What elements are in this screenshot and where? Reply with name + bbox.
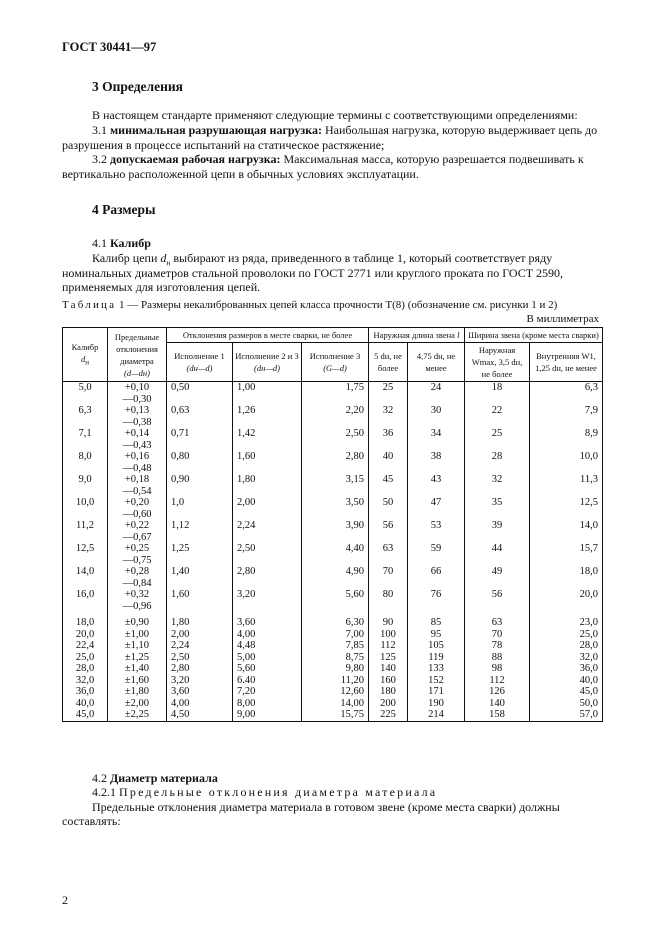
table-cell: 49 bbox=[465, 566, 530, 589]
table-cell: 2,80 bbox=[302, 451, 369, 474]
table-cell: 1,42 bbox=[233, 428, 302, 451]
table-cell: 6,3 bbox=[63, 405, 108, 428]
table-row bbox=[63, 497, 603, 509]
table-cell: 40 bbox=[369, 451, 408, 474]
table-cell: 5,60 bbox=[233, 663, 302, 675]
table-cell: 0,50 bbox=[167, 382, 233, 406]
table-cell: 18 bbox=[465, 382, 530, 406]
table-cell: 2,00 bbox=[167, 629, 233, 641]
col-header-ver3: Исполнение 3 (G—d) bbox=[302, 343, 369, 382]
table-row bbox=[63, 474, 603, 486]
table-cell: 45,0 bbox=[63, 709, 108, 721]
table-cell: 5,0 bbox=[63, 382, 108, 406]
table-cell: 0,80 bbox=[167, 451, 233, 474]
table-cell: 3,20 bbox=[167, 675, 233, 687]
table-cell: 119 bbox=[408, 652, 465, 664]
table-cell: 7,85 bbox=[302, 640, 369, 652]
table-cell: 12,5 bbox=[63, 543, 108, 566]
col-header-caliber: Калибр $d_н$ bbox=[63, 328, 108, 382]
table-row bbox=[63, 543, 603, 555]
table-cell: 36,0 bbox=[530, 663, 603, 675]
table-cell: 9,00 bbox=[233, 709, 302, 721]
table-cell: 18,0 bbox=[63, 617, 108, 629]
table-row bbox=[63, 428, 603, 440]
table-cell: 95 bbox=[408, 629, 465, 641]
col-header-ver1: Исполнение 1 (dн—d) bbox=[167, 343, 233, 382]
table-cell: 25 bbox=[369, 382, 408, 406]
table-cell: 98 bbox=[465, 663, 530, 675]
table-cell: 25,0 bbox=[63, 652, 108, 664]
table-cell: 47 bbox=[408, 497, 465, 520]
table-cell: 6,3 bbox=[530, 382, 603, 406]
table-cell: —0,38 bbox=[108, 417, 167, 429]
table-cell: 20,0 bbox=[530, 589, 603, 612]
table-cell: 7,1 bbox=[63, 428, 108, 451]
diameter-paragraph-line2: составлять: bbox=[62, 814, 121, 828]
definition-text: Наибольшая нагрузка, которую выдерживает цепь до bbox=[324, 123, 598, 137]
table-cell: 45,0 bbox=[530, 686, 603, 698]
table-cell: 20,0 bbox=[63, 629, 108, 641]
table-cell: 2,50 bbox=[302, 428, 369, 451]
table-cell: 1,12 bbox=[167, 520, 233, 543]
table-cell: ±1,00 bbox=[108, 629, 167, 641]
table-cell: 28 bbox=[465, 451, 530, 474]
table-cell: 15,75 bbox=[302, 709, 369, 721]
table-cell: 88 bbox=[465, 652, 530, 664]
table-caption-text: 1 — Размеры некалиброванных цепей класса прочности Т(8) (обозначение см. рисунки 1 и 2) bbox=[118, 299, 558, 311]
table-row bbox=[63, 698, 603, 710]
table-units: В миллиметрах bbox=[526, 313, 599, 325]
diameter-paragraph-line1: Предельные отклонения диаметра материала в готовом звене (кроме места сварки) должны bbox=[92, 800, 560, 814]
table-cell: 1,75 bbox=[302, 382, 369, 406]
table-cell: ±1,60 bbox=[108, 675, 167, 687]
table-cell: +0,14 bbox=[108, 428, 167, 440]
table-cell: 4,00 bbox=[233, 629, 302, 641]
table-cell: 8,00 bbox=[233, 698, 302, 710]
table-cell: 2,80 bbox=[167, 663, 233, 675]
table-cell: 4,48 bbox=[233, 640, 302, 652]
table-cell: 34 bbox=[408, 428, 465, 451]
table-row bbox=[63, 675, 603, 687]
table-cell: 1,40 bbox=[167, 566, 233, 589]
table-cell: 25,0 bbox=[530, 629, 603, 641]
table-cell: 32,0 bbox=[63, 675, 108, 687]
table-cell: +0,25 bbox=[108, 543, 167, 555]
table-cell: 11,3 bbox=[530, 474, 603, 497]
table-cell: 105 bbox=[408, 640, 465, 652]
table-cell: 2,24 bbox=[233, 520, 302, 543]
table-cell: 50,0 bbox=[530, 698, 603, 710]
table-cell: —0,75 bbox=[108, 555, 167, 567]
table-cell: 112 bbox=[465, 675, 530, 687]
definition-term: допускаемая рабочая нагрузка: bbox=[110, 152, 281, 166]
table-cell: 180 bbox=[369, 686, 408, 698]
table-cell: 32 bbox=[369, 405, 408, 428]
table-cell: 3,60 bbox=[167, 686, 233, 698]
table-cell: 14,0 bbox=[63, 566, 108, 589]
table-cell: —0,96 bbox=[108, 601, 167, 613]
col-header-len475: 4,75 dн, не менее bbox=[408, 343, 465, 382]
table-cell: 14,0 bbox=[530, 520, 603, 543]
table-cell: 36 bbox=[369, 428, 408, 451]
table-cell: 214 bbox=[408, 709, 465, 721]
table-cell: +0,32 bbox=[108, 589, 167, 601]
table-row bbox=[63, 451, 603, 463]
col-header-weld: Отклонения размеров в месте сварки, не более bbox=[167, 328, 369, 343]
definition-3-2 bbox=[92, 152, 598, 167]
table-cell: 32 bbox=[465, 474, 530, 497]
table-cell: 3,60 bbox=[233, 617, 302, 629]
table-cell: 16,0 bbox=[63, 589, 108, 612]
table-cell: 4,50 bbox=[167, 709, 233, 721]
table-cell: 90 bbox=[369, 617, 408, 629]
table-cell: 9,0 bbox=[63, 474, 108, 497]
table-row bbox=[63, 629, 603, 641]
table-cell: 66 bbox=[408, 566, 465, 589]
table-cell: 8,75 bbox=[302, 652, 369, 664]
table-cell: 9,80 bbox=[302, 663, 369, 675]
table-cell: 22 bbox=[465, 405, 530, 428]
table-cell: —0,67 bbox=[108, 532, 167, 544]
table-cell: ±2,00 bbox=[108, 698, 167, 710]
table-cell: 36,0 bbox=[63, 686, 108, 698]
table-cell: 56 bbox=[465, 589, 530, 612]
table-cell: —0,84 bbox=[108, 578, 167, 590]
table-cell: 85 bbox=[408, 617, 465, 629]
table-cell: —0,43 bbox=[108, 440, 167, 452]
table-cell: 63 bbox=[465, 617, 530, 629]
table-cell: 1,80 bbox=[233, 474, 302, 497]
table-cell: 40,0 bbox=[530, 675, 603, 687]
table-cell: 7,00 bbox=[302, 629, 369, 641]
table-cell: 1,80 bbox=[167, 617, 233, 629]
table-cell: +0,13 bbox=[108, 405, 167, 417]
subsection-4-1-title: 4.1 Калибр bbox=[92, 236, 151, 250]
table-cell: 5,00 bbox=[233, 652, 302, 664]
table-cell: 35 bbox=[465, 497, 530, 520]
table-cell: 1,26 bbox=[233, 405, 302, 428]
table-cell: 28,0 bbox=[63, 663, 108, 675]
table-cell: 50 bbox=[369, 497, 408, 520]
table-cell: 15,7 bbox=[530, 543, 603, 566]
table-cell: 11,2 bbox=[63, 520, 108, 543]
table-cell: —0,30 bbox=[108, 394, 167, 406]
table-cell: 5,60 bbox=[302, 589, 369, 612]
caliber-paragraph-line1: Калибр цепи $d_н$ выбирают из ряда, приведенного в таблице 1, который соответствует ряду bbox=[92, 251, 553, 268]
table-cell: ±2,25 bbox=[108, 709, 167, 721]
table-cell: 3,50 bbox=[302, 497, 369, 520]
table-cell: 2,50 bbox=[233, 543, 302, 566]
table-row bbox=[63, 405, 603, 417]
table-caption bbox=[62, 298, 557, 313]
table-cell: 78 bbox=[465, 640, 530, 652]
section-3-intro: В настоящем стандарте применяют следующие термины с соответствующими определениями: bbox=[92, 108, 578, 122]
table-row bbox=[63, 652, 603, 664]
table-cell: 44 bbox=[465, 543, 530, 566]
table-cell: 30 bbox=[408, 405, 465, 428]
table-cell: 57,0 bbox=[530, 709, 603, 721]
table-cell: 160 bbox=[369, 675, 408, 687]
table-cell: 1,25 bbox=[167, 543, 233, 566]
table-row bbox=[63, 520, 603, 532]
table-cell: ±0,90 bbox=[108, 617, 167, 629]
table-cell: 18,0 bbox=[530, 566, 603, 589]
table-cell: 125 bbox=[369, 652, 408, 664]
table-cell: 14,00 bbox=[302, 698, 369, 710]
table-cell: ±1,40 bbox=[108, 663, 167, 675]
table-cell: 152 bbox=[408, 675, 465, 687]
definition-3-2-cont: вертикально расположенной цепи в обычных условиях эксплуатации. bbox=[62, 167, 419, 181]
col-header-w-outer: Наружная Wmax, 3,5 dн, не более bbox=[465, 343, 530, 382]
table-row bbox=[63, 382, 603, 394]
definition-3-1 bbox=[92, 123, 598, 138]
col-header-ver23: Исполнение 2 и 3 (dн—d) bbox=[233, 343, 302, 382]
definition-number: 3.1 bbox=[92, 123, 107, 137]
table-cell: 6.40 bbox=[233, 675, 302, 687]
table-cell: 158 bbox=[465, 709, 530, 721]
table-cell: +0,20 bbox=[108, 497, 167, 509]
table-cell: 80 bbox=[369, 589, 408, 612]
table-cell: 0,90 bbox=[167, 474, 233, 497]
table-cell: 63 bbox=[369, 543, 408, 566]
table-cell: 76 bbox=[408, 589, 465, 612]
table-cell: +0,28 bbox=[108, 566, 167, 578]
subsection-4-2-title: 4.2 Диаметр материала bbox=[92, 771, 218, 785]
definition-3-1-cont: разрушения в процессе испытаний на статическое растяжение; bbox=[62, 138, 385, 152]
table-cell: —0,54 bbox=[108, 486, 167, 498]
table-row bbox=[63, 640, 603, 652]
table-cell: 53 bbox=[408, 520, 465, 543]
table-cell: +0,18 bbox=[108, 474, 167, 486]
section-4-title: 4 Размеры bbox=[92, 202, 156, 217]
table-cell: 190 bbox=[408, 698, 465, 710]
table-cell: 70 bbox=[465, 629, 530, 641]
table-cell: 43 bbox=[408, 474, 465, 497]
table-cell: 171 bbox=[408, 686, 465, 698]
page-number: 2 bbox=[62, 893, 68, 907]
table-cell: 11,20 bbox=[302, 675, 369, 687]
table-cell: +0,16 bbox=[108, 451, 167, 463]
table-cell: 7,20 bbox=[233, 686, 302, 698]
table-cell: 1,60 bbox=[167, 589, 233, 612]
table-cell: 4,90 bbox=[302, 566, 369, 589]
table-cell: 225 bbox=[369, 709, 408, 721]
table-cell: 3,90 bbox=[302, 520, 369, 543]
section-3-title: 3 Определения bbox=[92, 79, 183, 94]
table-cell: 126 bbox=[465, 686, 530, 698]
col-header-w-inner: Внутренняя W1, 1,25 dн, не менее bbox=[530, 343, 603, 382]
definition-number: 3.2 bbox=[92, 152, 107, 166]
col-header-width: Ширина звена (кроме места сварки) bbox=[465, 328, 603, 343]
table-row bbox=[63, 617, 603, 629]
table-cell: 38 bbox=[408, 451, 465, 474]
table-cell: 7,9 bbox=[530, 405, 603, 428]
table-cell: 2,80 bbox=[233, 566, 302, 589]
table-cell: 3,20 bbox=[233, 589, 302, 612]
col-header-length: Наружная длина звена l bbox=[369, 328, 465, 343]
table-cell: 2,00 bbox=[233, 497, 302, 520]
table-cell: 56 bbox=[369, 520, 408, 543]
table-cell: 24 bbox=[408, 382, 465, 406]
table-cell: 100 bbox=[369, 629, 408, 641]
table-cell: 4,00 bbox=[167, 698, 233, 710]
table-cell: 12,60 bbox=[302, 686, 369, 698]
table-cell: 3,15 bbox=[302, 474, 369, 497]
table-cell: 133 bbox=[408, 663, 465, 675]
table-cell: 39 bbox=[465, 520, 530, 543]
table-cell: 59 bbox=[408, 543, 465, 566]
subsection-4-2-1-title: 4.2.1 Предельные отклонения диаметра материала bbox=[92, 785, 438, 799]
col-header-len5: 5 dн, не более bbox=[369, 343, 408, 382]
table-cell: ±1,10 bbox=[108, 640, 167, 652]
table-row bbox=[63, 709, 603, 721]
table-cell: 10,0 bbox=[63, 497, 108, 520]
table-row bbox=[63, 589, 603, 601]
table-cell: 12,5 bbox=[530, 497, 603, 520]
table-cell: 10,0 bbox=[530, 451, 603, 474]
table-cell: 140 bbox=[465, 698, 530, 710]
table-cell: 1,0 bbox=[167, 497, 233, 520]
table-cell: 2,24 bbox=[167, 640, 233, 652]
table-cell: 23,0 bbox=[530, 617, 603, 629]
table-cell: 2,20 bbox=[302, 405, 369, 428]
table-cell: ±1,25 bbox=[108, 652, 167, 664]
definition-text: Максимальная масса, которую разрешается подвешивать к bbox=[283, 152, 584, 166]
definition-term: минимальная разрушающая нагрузка: bbox=[110, 123, 322, 137]
table-cell: —0,60 bbox=[108, 509, 167, 521]
table-cell: 8,0 bbox=[63, 451, 108, 474]
table-cell: 2,50 bbox=[167, 652, 233, 664]
table-cell: 0,63 bbox=[167, 405, 233, 428]
table-caption-label: Таблица bbox=[62, 299, 117, 311]
col-header-limit: Предельные отклонения диаметра (d—dн) bbox=[108, 328, 167, 382]
table-cell: 140 bbox=[369, 663, 408, 675]
table-cell: 32,0 bbox=[530, 652, 603, 664]
dimensions-table bbox=[62, 327, 603, 722]
table-cell: 40,0 bbox=[63, 698, 108, 710]
table-cell: 25 bbox=[465, 428, 530, 451]
table-cell: 6,30 bbox=[302, 617, 369, 629]
table-cell: 112 bbox=[369, 640, 408, 652]
caliber-paragraph-line2: номинальных диаметров стальной проволоки по ГОСТ 2771 или круглого проката по ГОСТ 2590, bbox=[62, 266, 564, 280]
table-cell: 200 bbox=[369, 698, 408, 710]
table-cell: 45 bbox=[369, 474, 408, 497]
table-cell: 0,71 bbox=[167, 428, 233, 451]
table-row bbox=[63, 566, 603, 578]
table-cell: 8,9 bbox=[530, 428, 603, 451]
table-row bbox=[63, 686, 603, 698]
table-cell: ±1,80 bbox=[108, 686, 167, 698]
table-cell: +0,22 bbox=[108, 520, 167, 532]
table-cell: 22,4 bbox=[63, 640, 108, 652]
table-cell: 70 bbox=[369, 566, 408, 589]
table-cell: 1,00 bbox=[233, 382, 302, 406]
table-cell: 28,0 bbox=[530, 640, 603, 652]
table-cell: 4,40 bbox=[302, 543, 369, 566]
table-row bbox=[63, 663, 603, 675]
table-cell: +0,10 bbox=[108, 382, 167, 394]
table-cell: 1,60 bbox=[233, 451, 302, 474]
caliber-paragraph-line3: применяемых для изготовления цепей. bbox=[62, 280, 261, 294]
document-header: ГОСТ 30441—97 bbox=[62, 40, 157, 54]
table-cell: —0,48 bbox=[108, 463, 167, 475]
